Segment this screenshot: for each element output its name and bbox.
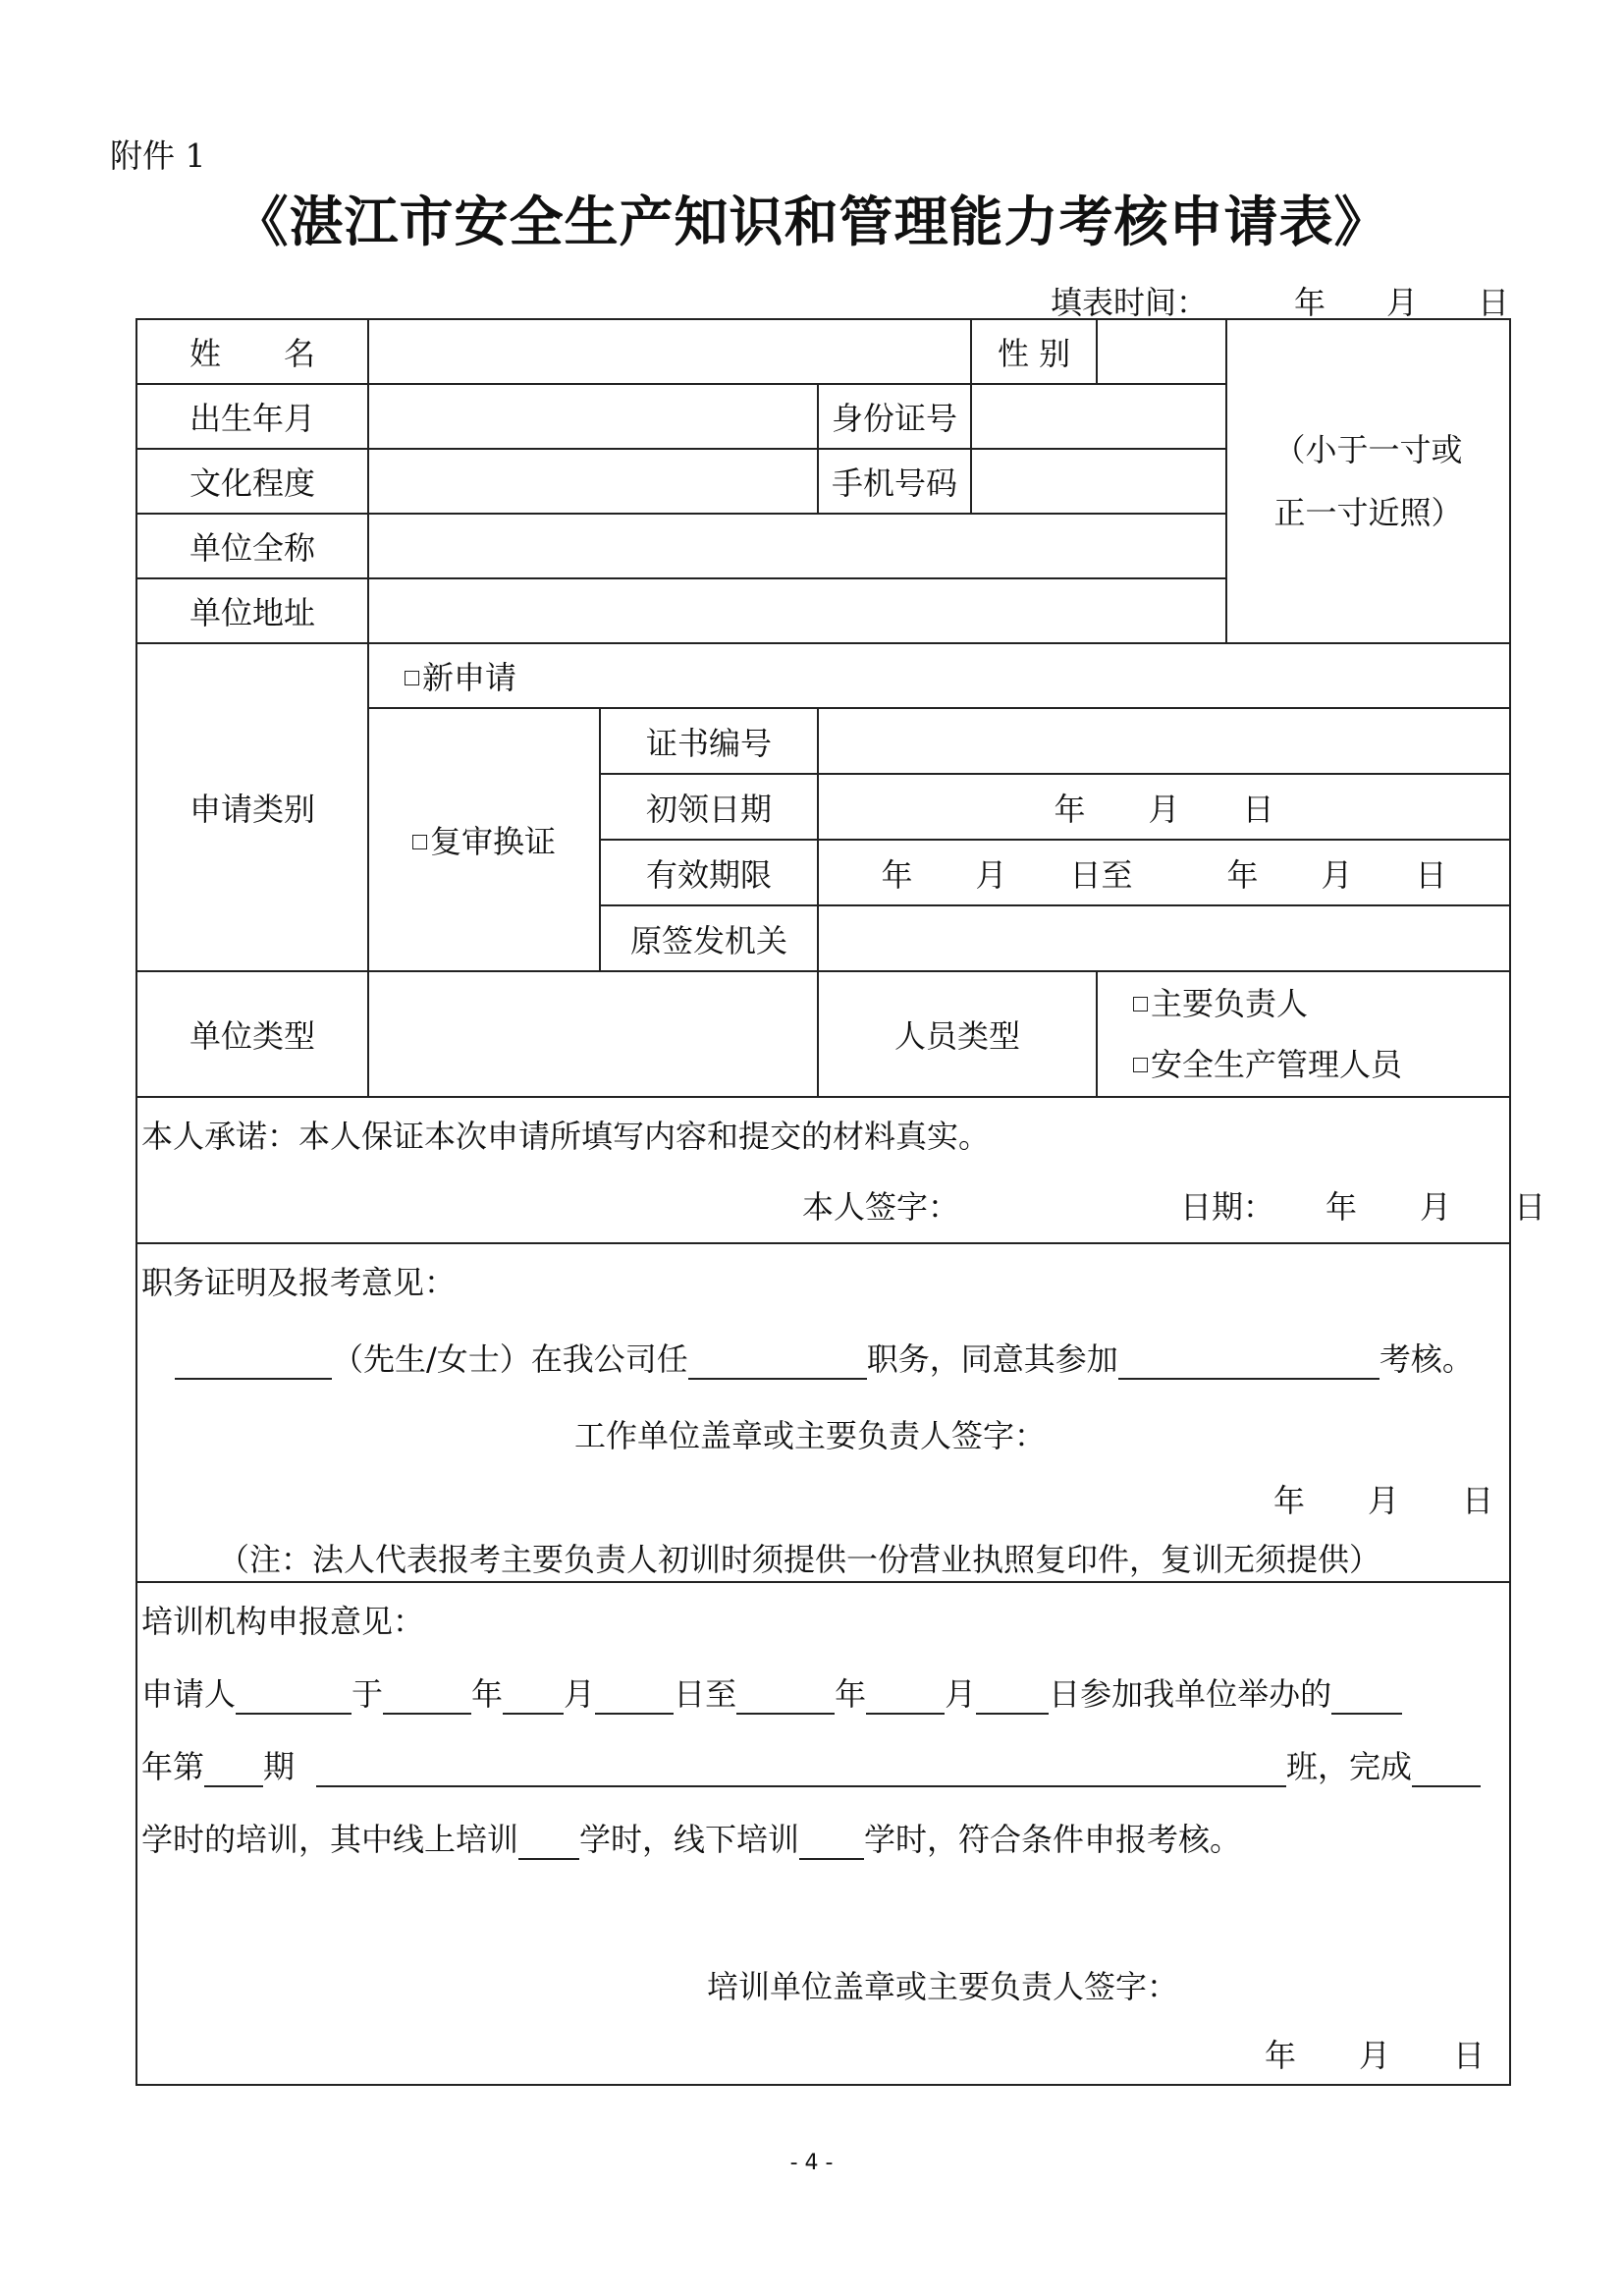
photo-hint-line1: （小于一寸或 [1273,431,1463,468]
name-field[interactable] [368,319,971,384]
gender-label: 性 别 [971,319,1097,384]
training-line1 [141,1669,1402,1715]
training-line2 [141,1742,1481,1787]
company-type-field[interactable] [368,971,818,1097]
validity-field[interactable]: 年 月 日至 年 月 日 [818,840,1510,905]
training-heading: 培训机构申报意见： [141,1603,425,1640]
l3-b: 学时，线下培训 [579,1821,800,1858]
phone-field[interactable] [971,449,1226,514]
duty-heading: 职务证明及报考意见： [141,1264,457,1301]
company-label: 单位全称 [136,514,368,578]
address-label: 单位地址 [136,578,368,643]
renew-option[interactable] [368,708,600,971]
exam-blank[interactable] [1118,1346,1380,1380]
apply-type-label: 申请类别 [136,643,368,971]
person-type-options [1097,971,1510,1097]
cert-no-field[interactable] [818,708,1510,774]
company-type-label: 单位类型 [136,971,368,1097]
gender-field[interactable] [1097,319,1226,384]
applicant-blank[interactable] [236,1681,352,1715]
l1-d: 月 [564,1675,596,1713]
from-year-blank[interactable] [383,1681,471,1715]
promise-sign-label: 本人签字： [802,1188,960,1226]
l1-a: 申请人 [141,1675,237,1713]
fill-time-day: 日 [1478,284,1510,321]
page-title: 《湛江市安全生产知识和管理能力考核申请表》 [234,190,1389,253]
fill-time-year: 年 [1294,284,1326,321]
promise-date-value: 年 月 日 [1325,1188,1546,1226]
birth-label: 出生年月 [136,384,368,449]
id-field[interactable] [971,384,1226,449]
duty-seg3: 考核。 [1379,1340,1474,1378]
address-field[interactable] [368,578,1226,643]
course-year-blank[interactable] [1331,1681,1402,1715]
l1-b: 于 [352,1675,384,1713]
to-year-blank[interactable] [736,1681,835,1715]
company-field[interactable] [368,514,1226,578]
promise-section [136,1097,1546,1243]
from-month-blank[interactable] [503,1681,564,1715]
l2-a: 年第 [141,1748,205,1785]
l1-h: 日参加我单位举办的 [1049,1675,1332,1713]
l3-a: 学时的培训，其中线上培训 [141,1821,519,1858]
duty-section [136,1243,1510,1582]
position-blank[interactable] [688,1346,867,1380]
opt2-text: 安全生产管理人员 [1151,1046,1403,1083]
new-apply-text: 新申请 [422,659,517,696]
opt1-checkbox[interactable] [1133,997,1148,1011]
to-month-blank[interactable] [866,1681,945,1715]
duty-seg2: 职务，同意其参加 [866,1340,1118,1378]
opt2-checkbox[interactable] [1133,1058,1148,1072]
person-type-opt1[interactable] [1133,973,1509,1034]
class-name-blank[interactable] [316,1754,1286,1787]
l1-e: 日至 [674,1675,737,1713]
phone-label: 手机号码 [818,449,971,514]
l1-f: 年 [835,1675,867,1713]
education-label: 文化程度 [136,449,368,514]
l3-c: 学时，符合条件申报考核。 [864,1821,1242,1858]
renew-checkbox[interactable] [412,835,427,849]
birth-field[interactable] [368,384,818,449]
name-label: 姓 名 [136,319,368,384]
duty-date-value: 年 月 日 [1273,1482,1494,1519]
from-day-blank[interactable] [595,1681,674,1715]
issuer-label: 原签发机关 [600,905,818,971]
new-apply-checkbox[interactable] [405,671,419,685]
issuer-field[interactable] [818,905,1510,971]
l2-b: 期 [263,1748,296,1785]
first-date-field[interactable]: 年 月 日 [818,774,1510,840]
page-number: - 4 - [789,2151,834,2175]
fill-time-month: 月 [1386,284,1419,321]
training-sign-label: 培训单位盖章或主要负责人签字： [707,1968,1179,2005]
photo-hint-line2: 正一寸近照） [1273,494,1463,531]
attachment-label: 附件 1 [110,137,206,175]
total-hours-blank[interactable] [1412,1754,1481,1787]
promise-date-label: 日期： [1180,1188,1275,1226]
training-line3 [141,1815,1241,1860]
photo-box[interactable] [1226,319,1510,643]
id-label: 身份证号 [818,384,971,449]
training-section [136,1582,1510,2085]
training-date-value: 年 月 日 [1265,2037,1486,2074]
person-type-opt2[interactable] [1133,1034,1509,1095]
first-date-label: 初领日期 [600,774,818,840]
online-hours-blank[interactable] [518,1827,579,1860]
to-day-blank[interactable] [976,1681,1049,1715]
validity-label: 有效期限 [600,840,818,905]
person-name-blank[interactable] [175,1346,332,1380]
duty-statement [175,1335,1474,1380]
duty-sign-label: 工作单位盖章或主要负责人签字： [574,1417,1047,1454]
offline-hours-blank[interactable] [799,1827,864,1860]
renew-text: 复审换证 [429,823,556,860]
l1-c: 年 [471,1675,504,1713]
promise-text: 本人承诺：本人保证本次申请所填写内容和提交的材料真实。 [141,1118,991,1155]
application-form [135,318,1546,2086]
new-apply-option[interactable] [368,643,1510,708]
l1-g: 月 [945,1675,977,1713]
duty-note: （注：法人代表报考主要负责人初训时须提供一份营业执照复印件，复训无须提供） [218,1541,1381,1578]
fill-time-label: 填表时间： [1051,284,1209,321]
session-blank[interactable] [204,1754,263,1787]
opt1-text: 主要负责人 [1151,985,1309,1022]
education-field[interactable] [368,449,818,514]
person-type-label: 人员类型 [818,971,1097,1097]
cert-no-label: 证书编号 [600,708,818,774]
duty-seg1: （先生/女士）在我公司任 [332,1340,688,1378]
l2-c: 班，完成 [1286,1748,1413,1785]
